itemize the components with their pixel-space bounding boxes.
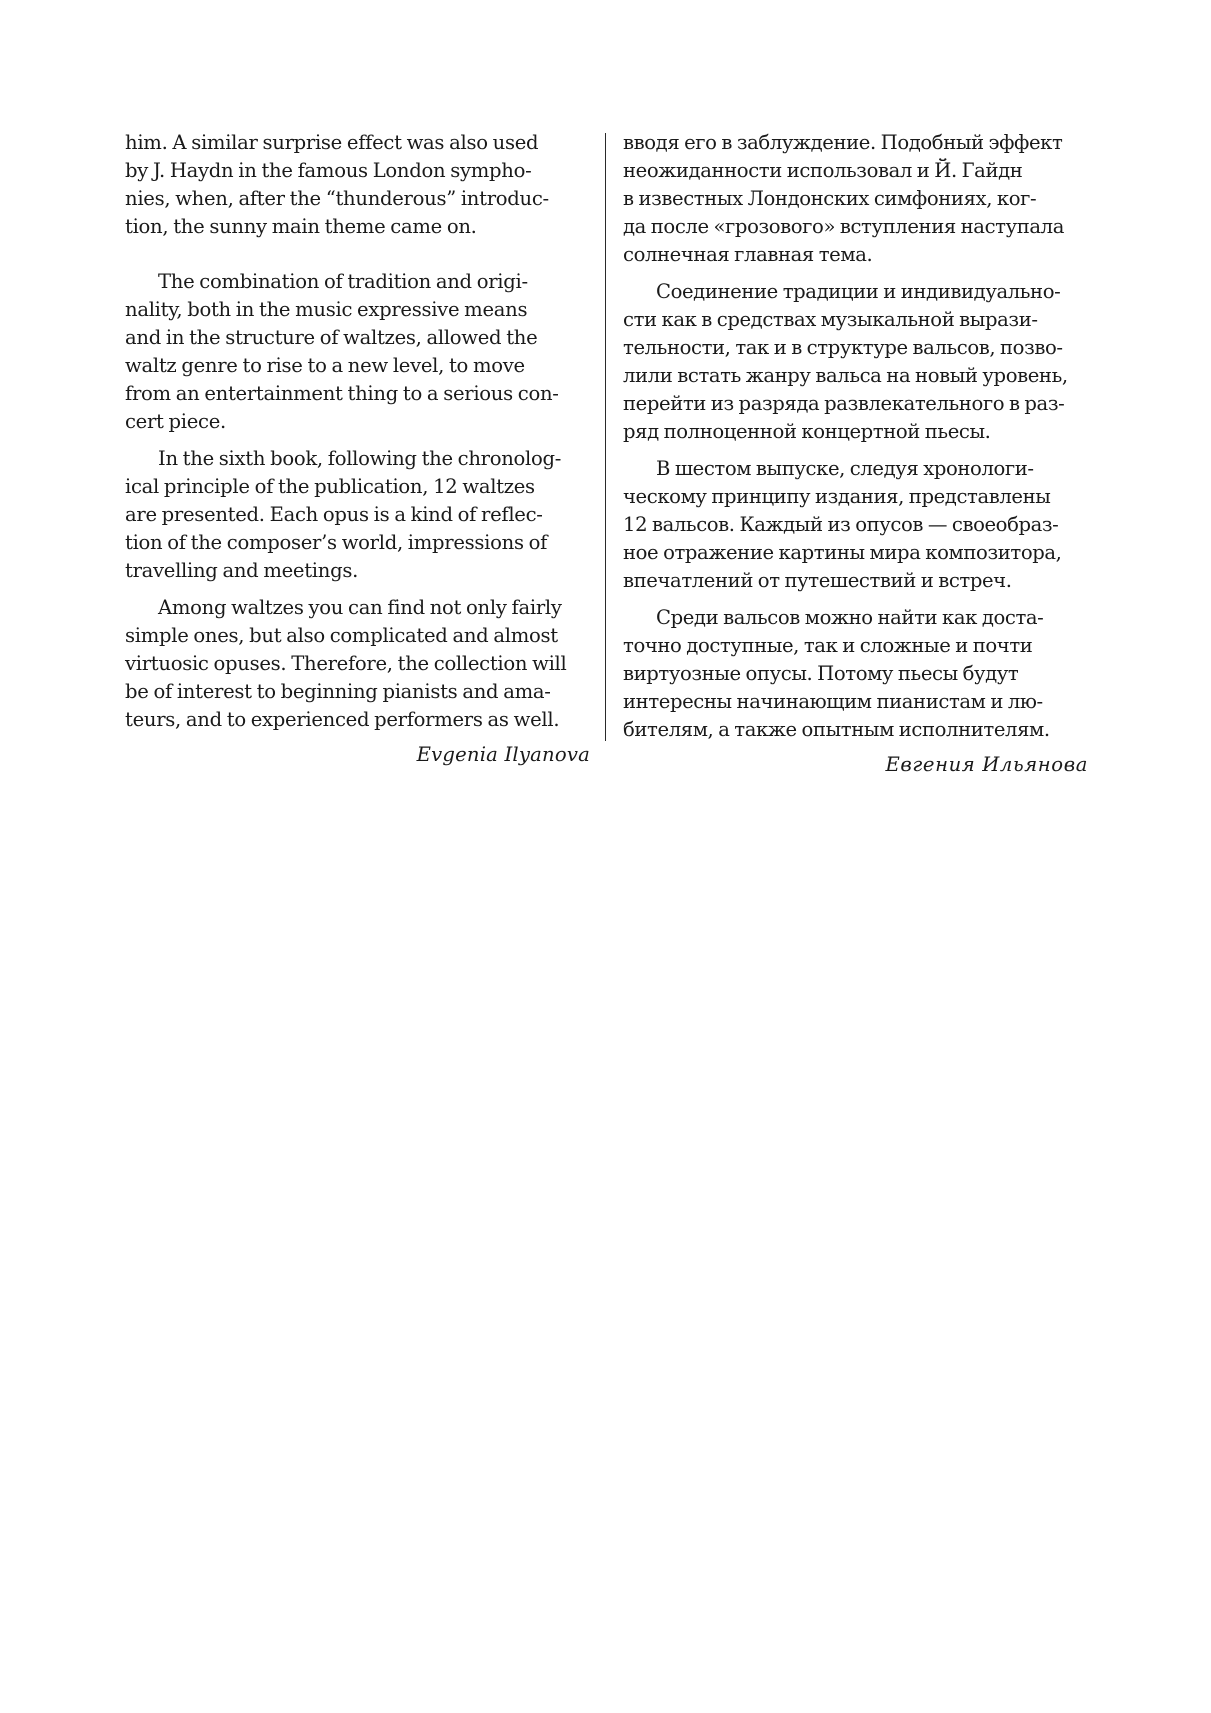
english-column (125, 129, 590, 769)
column-divider (605, 133, 606, 741)
english-paragraph-3: In the sixth book, following the chronolog- ical principle of the publication, 12 waltzes are presented. Each opus is a kind of reflec- tion of the composer’s world, impressions of travelling and meetings. (125, 447, 562, 582)
russian-column (623, 129, 1088, 779)
english-signature: Evgenia Ilyanova (416, 743, 590, 766)
english-paragraph-2: The combination of tradition and origi- nality, both in the music expressive means and in the structure of waltzes, allowed the waltz genre to rise to a new level, to move from an entertainment thing to a serious con- cert piece. (125, 270, 559, 433)
russian-paragraph-2: Соединение традиции и индивидуально- сти как в средствах музыкальной вырази- тельности, так и в структуре вальсов, позво- лили встать жанру вальса на новый уровень, перейти из разряда развлекательного в раз- ряд полноценной концертной пьесы. (623, 280, 1068, 443)
english-paragraph-1: him. A similar surprise effect was also used by J. Haydn in the famous London sympho- nies, when, after the “thunderous” introduc- tion, the sunny main theme came on. (125, 131, 549, 238)
russian-paragraph-3: В шестом выпуске, следуя хронологи- ческому принципу издания, представлены 12 вальсов. Каждый из опусов — своеобраз- ное отражение картины мира композитора, впечатлений от путешествий и встреч. (623, 457, 1062, 592)
english-paragraph-4: Among waltzes you can find not only fairly simple ones, but also complicated and almost virtuosic opuses. Therefore, the collection will be of interest to beginning pianists and ama- teurs, and to experienced performers as well. (125, 596, 567, 731)
russian-signature: Евгения Ильянова (885, 753, 1088, 776)
russian-paragraph-1: вводя его в заблуждение. Подобный эффект неожиданности использовал и Й. Гайдн в известных Лондонских симфониях, ког- да после «грозового» вступления наступала солнечная главная тема. (623, 131, 1064, 266)
russian-paragraph-4: Среди вальсов можно найти как доста- точно доступные, так и сложные и почти виртуозные опусы. Потому пьесы будут интересны начинающим пианистам и лю- бителям, а также опытным исполнителям. (623, 606, 1050, 741)
